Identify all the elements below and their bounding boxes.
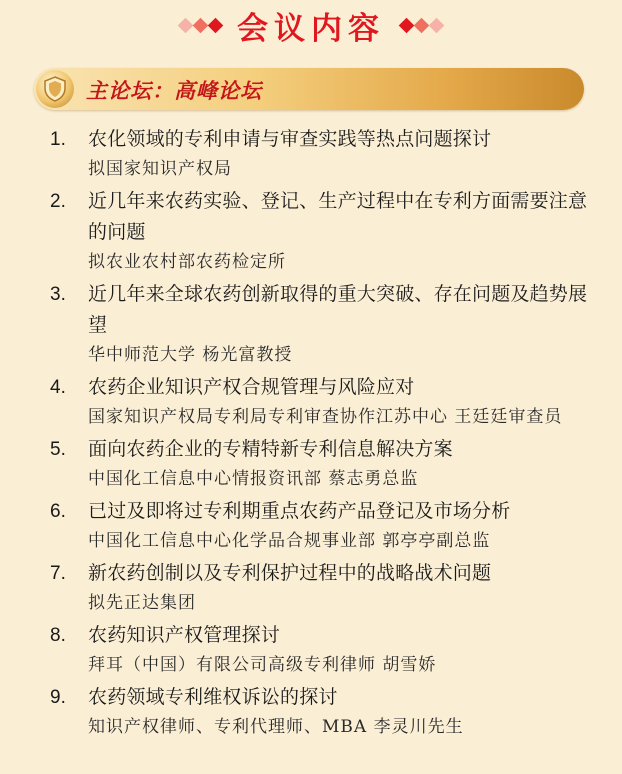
- agenda-item: [0, 620, 622, 680]
- agenda-item-topic: 农药知识产权管理探讨: [88, 624, 281, 646]
- shield-icon: [36, 70, 74, 108]
- agenda-item-topic: 农药领域专利维权诉讼的探讨: [88, 686, 338, 708]
- agenda-item-number: 9.: [50, 687, 66, 708]
- agenda-item-speaker: 国家知识产权局专利局专利审查协作江苏中心 王廷廷审查员: [88, 407, 563, 427]
- agenda-item-speaker: 拜耳（中国）有限公司高级专利律师 胡雪娇: [88, 655, 437, 675]
- diamond-decoration-right: [399, 20, 444, 31]
- page-title: 会议内容: [237, 10, 385, 47]
- agenda-item-speaker: 华中师范大学 杨光富教授: [88, 345, 293, 365]
- diamond-decoration-left: [178, 20, 223, 31]
- agenda-item-speaker: 中国化工信息中心情报资讯部 蔡志勇总监: [88, 469, 419, 489]
- agenda-item-speaker: 中国化工信息中心化学品合规事业部 郭亭亭副总监: [88, 531, 491, 551]
- agenda-item: [0, 496, 622, 556]
- agenda-item-topic: 近几年来全球农药创新取得的重大突破、存在问题及趋势展望: [88, 283, 588, 336]
- agenda-item: [0, 186, 622, 277]
- agenda-item: [0, 434, 622, 494]
- agenda-item: [0, 279, 622, 370]
- agenda-item-speaker: 知识产权律师、专利代理师、MBA 李灵川先生: [88, 717, 464, 737]
- agenda-item-topic: 农化领域的专利申请与审查实践等热点问题探讨: [88, 128, 492, 150]
- forum-banner: [34, 68, 584, 110]
- agenda-item-number: 5.: [50, 439, 66, 460]
- agenda-item: [0, 682, 622, 742]
- agenda-item-speaker: 拟先正达集团: [88, 593, 196, 613]
- agenda-item-topic: 近几年来农药实验、登记、生产过程中在专利方面需要注意的问题: [88, 190, 588, 243]
- agenda-item: [0, 558, 622, 618]
- agenda-item-topic: 面向农药企业的专精特新专利信息解决方案: [88, 438, 453, 460]
- agenda-item-number: 4.: [50, 377, 66, 398]
- agenda-item-speaker: 拟农业农村部农药检定所: [88, 252, 286, 272]
- agenda-item-number: 7.: [50, 563, 66, 584]
- section-header: [0, 0, 622, 50]
- forum-title: 主论坛：高峰论坛: [86, 79, 262, 103]
- agenda-item-topic: 农药企业知识产权合规管理与风险应对: [88, 376, 415, 398]
- agenda-item-topic: 已过及即将过专利期重点农药产品登记及市场分析: [88, 500, 511, 522]
- agenda-item-speaker: 拟国家知识产权局: [88, 159, 232, 179]
- agenda-item-number: 1.: [50, 129, 66, 150]
- agenda-item: [0, 372, 622, 432]
- agenda-item-topic: 新农药创制以及专利保护过程中的战略战术问题: [88, 562, 492, 584]
- agenda-list: [0, 124, 622, 744]
- agenda-item-number: 8.: [50, 625, 66, 646]
- agenda-item-number: 6.: [50, 501, 66, 522]
- agenda-item: [0, 124, 622, 184]
- agenda-item-number: 3.: [50, 284, 66, 305]
- agenda-item-number: 2.: [50, 191, 66, 212]
